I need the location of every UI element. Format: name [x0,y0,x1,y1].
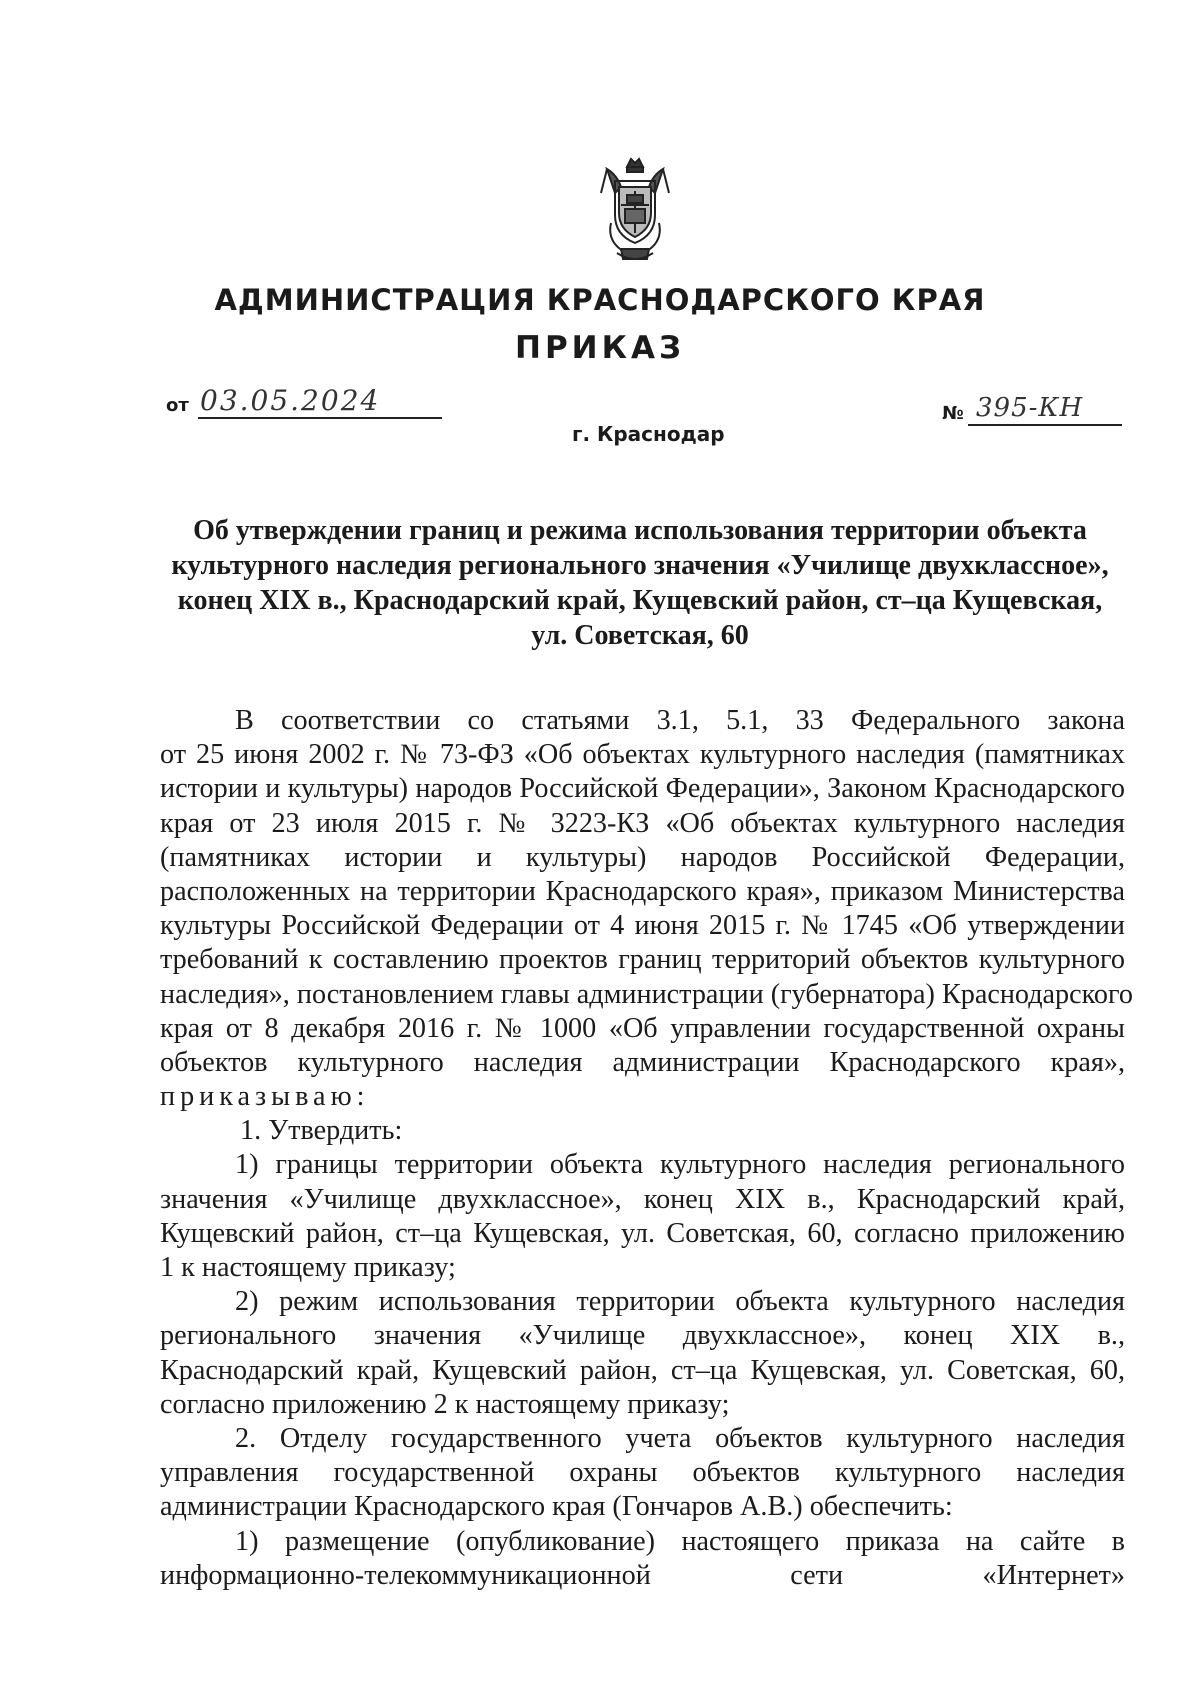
coat-of-arms-icon [597,153,673,265]
body-line: регионального значения «Училище двухклассное», конец XIX в., [160,1320,1125,1352]
body-line: Кущевский район, ст–ца Кущевская, ул. Советская, 60, согласно приложению [160,1217,1125,1249]
body-line: объектов культурного наследия администрации Краснодарского края», [160,1046,1125,1078]
body-line: требований к составлению проектов границ территорий объектов культурного [160,944,1125,976]
body-line: информационно-телекоммуникационной сети «Интернет» [160,1559,1125,1591]
body-line: администрации Краснодарского края (Гончаров А.В.) обеспечить: [160,1491,953,1523]
body-line: края от 8 декабря 2016 г. № 1000 «Об управлении государственной охраны [160,1012,1125,1044]
city-label: г. Краснодар [572,422,725,446]
number-value: 395-КН [968,392,1122,426]
title-line: культурного наследия регионального значения «Училище двухклассное», [171,550,1109,581]
body-line: приказываю: [160,1081,370,1113]
organization-name: АДМИНИСТРАЦИЯ КРАСНОДАРСКОГО КРАЯ [214,283,986,317]
body-line: 1 к настоящему приказу; [160,1252,456,1283]
body-line: истории и культуры) народов Российской Федерации», Законом Краснодарского [160,773,1125,805]
body-line: управления государственной охраны объектов культурного наследия [160,1457,1125,1489]
body-line: значения «Училище двухклассное», конец XIX в., Краснодарский край, [160,1183,1125,1215]
body-line: расположенных на территории Краснодарского края», приказом Министерства [160,875,1125,907]
body-line: наследия», постановлением главы администрации (губернатора) Краснодарского [160,978,1133,1010]
title-line: конец XIX в., Краснодарский край, Кущевский район, ст–ца Кущевская, [177,585,1103,616]
document-type: ПРИКАЗ [515,330,685,366]
body-line: 1. Утвердить: [240,1115,403,1147]
title-line: Об утверждении границ и режима использования территории объекта [193,515,1087,546]
body-line: В соответствии со статьями 3.1, 5.1, 33 Федерального закона [235,705,1125,736]
body-line: 1) границы территории объекта культурного наследия регионального [235,1149,1125,1181]
body-line: от 25 июня 2002 г. № 73-ФЗ «Об объектах культурного наследия (памятниках [160,739,1125,771]
number-label: № [942,403,964,424]
body-line: 1) размещение (опубликование) настоящего приказа на сайте в [235,1525,1125,1557]
body-line: 2. Отделу государственного учета объектов культурного наследия [235,1422,1125,1454]
body-line: согласно приложению 2 к настоящему приказу; [160,1388,730,1420]
document-title [160,513,1120,653]
body-line: края от 23 июля 2015 г. № 3223-КЗ «Об объектах культурного наследия [160,807,1125,839]
body-line: культуры Российской Федерации от 4 июня 2015 г. № 1745 «Об утверждении [160,910,1125,942]
body-line: Краснодарский край, Кущевский район, ст–ца Кущевская, ул. Советская, 60, [160,1354,1125,1386]
document-body [160,704,1133,1593]
date-label: от [166,395,189,416]
date-value: 03.05.2024 [198,385,442,419]
title-line: ул. Советская, 60 [531,620,749,651]
body-line: (памятниках истории и культуры) народов Российской Федерации, [160,841,1125,873]
body-line: 2) режим использования территории объекта культурного наследия [235,1286,1125,1318]
